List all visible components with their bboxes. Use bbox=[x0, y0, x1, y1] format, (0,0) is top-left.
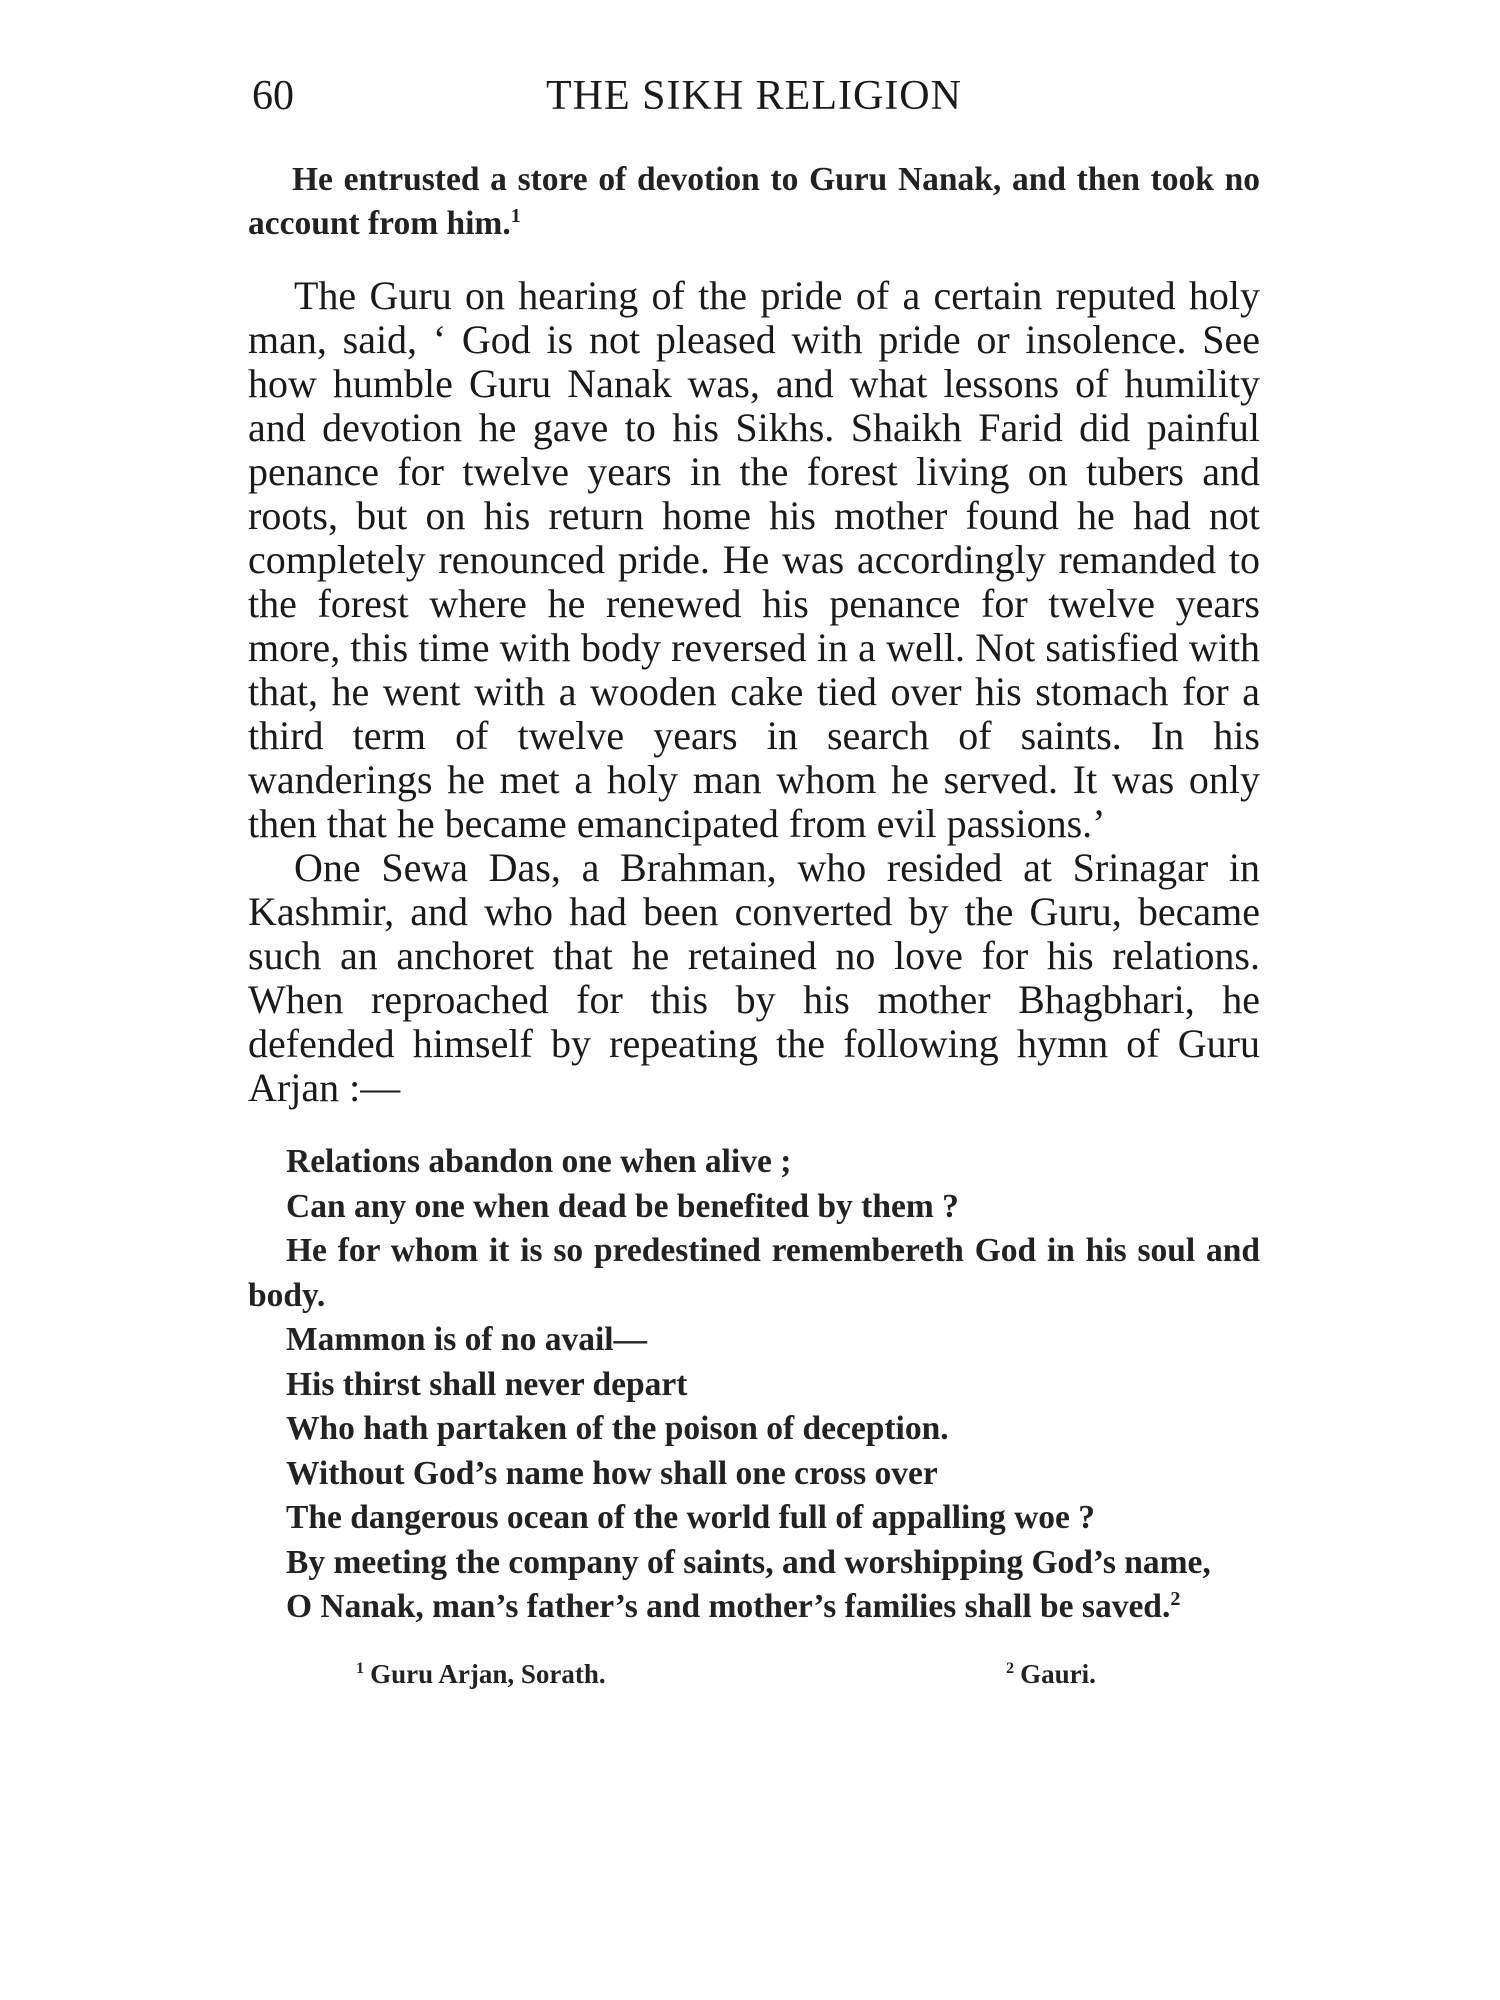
carryover-text: He entrusted a store of devotion to Guru Nanak, and then took no account from him. bbox=[248, 161, 1260, 242]
page-number: 60 bbox=[252, 73, 294, 119]
footnote-2-mark: 2 bbox=[1006, 1658, 1015, 1677]
hymn-line: By meeting the company of saints, and worshipping God’s name, bbox=[286, 1543, 1211, 1581]
footnote-1-mark: 1 bbox=[356, 1658, 365, 1677]
running-title: THE SIKH RELIGION bbox=[546, 73, 962, 119]
hymn-line: Relations abandon one when alive ; bbox=[286, 1143, 792, 1180]
footnote-1-text: Guru Arjan, Sorath. bbox=[370, 1658, 606, 1689]
paragraph-sewa-das: One Sewa Das, a Brahman, who resided at Srinagar in Kashmir, and who had been converted by the Guru, became such an anchoret that he retained no love for his relations. When reproached for this by his mother Bhagbhari, he defended himself by repeating the following hymn of Guru Arjan :— bbox=[248, 845, 1260, 1110]
carryover-paragraph bbox=[248, 158, 1260, 246]
hymn-line-last-text: O Nanak, man’s father’s and mother’s families shall be saved. bbox=[286, 1588, 1171, 1625]
footnotes bbox=[248, 1654, 1260, 1704]
hymn-line: His thirst shall never depart bbox=[286, 1365, 688, 1403]
footnote-ref-2: 2 bbox=[1170, 1587, 1181, 1610]
footnote-1 bbox=[356, 1654, 606, 1694]
hymn-line: Can any one when dead be benefited by them ? bbox=[286, 1187, 959, 1225]
hymn-quote bbox=[248, 1140, 1260, 1630]
running-head bbox=[248, 64, 1260, 128]
footnote-2 bbox=[1006, 1654, 1096, 1694]
hymn-line: The dangerous ocean of the world full of appalling woe ? bbox=[286, 1499, 1096, 1536]
paragraph-shaikh-farid: The Guru on hearing of the pride of a certain reputed holy man, said, ‘ God is not pleased with pride or insolence. See how humble Guru Nanak was, and what lessons of humility and devotion he gave to his Sikhs. Shaikh Farid did painful penance for twelve years in the forest living on tubers and roots, but on his return home his mother found he had not completely renounced pride. He was accordingly remanded to the forest where he renewed his penance for twelve years more, this time with body reversed in a well. Not satisfied with that, he went with a wooden cake tied over his stomach for a third term of twelve years in search of saints. In his wanderings he met a holy man whom he served. It was only then that he became emancipated from evil passions.’ bbox=[248, 273, 1260, 846]
hymn-line-last bbox=[248, 1585, 1260, 1630]
book-page bbox=[248, 64, 1260, 1704]
footnote-2-text: Gauri. bbox=[1020, 1658, 1096, 1689]
hymn-line: He for whom it is so predestined remembereth God in his soul and body. bbox=[248, 1232, 1260, 1314]
hymn-line: Without God’s name how shall one cross over bbox=[286, 1454, 938, 1492]
footnote-ref-1: 1 bbox=[510, 204, 521, 227]
hymn-line: Who hath partaken of the poison of deception. bbox=[286, 1410, 949, 1447]
hymn-line: Mammon is of no avail— bbox=[286, 1321, 648, 1358]
